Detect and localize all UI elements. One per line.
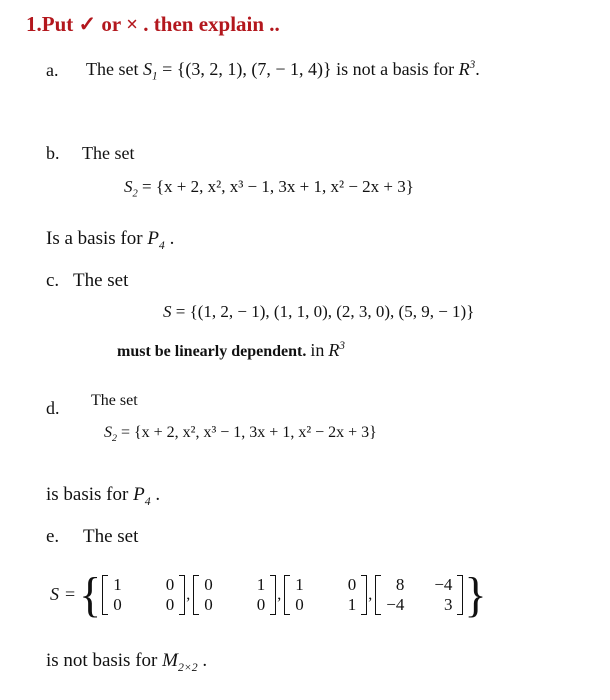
set-s1 <box>142 59 158 83</box>
set-s-vectors: = {(1, 2, − 1), (1, 1, 0), (2, 3, 0), (5, 9, − 1)} <box>175 302 475 321</box>
matrix-cell: 3 <box>443 594 453 614</box>
set-s-e: S <box>50 584 59 604</box>
space-r3 <box>459 59 476 79</box>
part-b-conclusion <box>46 228 174 250</box>
set-s2-d-sub: 2 <box>112 433 117 445</box>
space-p4-sub: 4 <box>158 238 165 252</box>
equals-sign: = <box>65 584 76 604</box>
space-r3-c <box>328 340 345 360</box>
set-s2-d <box>104 424 117 445</box>
space-p4-d-name: P <box>133 484 145 505</box>
part-c-conclusion <box>117 340 345 361</box>
space-m22 <box>162 650 198 674</box>
matrix-cell: 0 <box>347 574 357 594</box>
part-c-conclusion-text: must be linearly dependent. <box>117 343 307 360</box>
space-r3-sup: 3 <box>469 59 476 71</box>
matrix-cell: 0 <box>256 594 266 614</box>
space-r3-c-name: R <box>328 340 340 360</box>
space-p4-name: P <box>147 228 159 249</box>
part-b-label: b. <box>46 143 60 163</box>
matrix-cell: 0 <box>295 594 304 614</box>
close-brace: } <box>464 567 487 622</box>
heading-suffix: . then explain .. <box>143 12 280 36</box>
space-m22-name: M <box>162 650 178 671</box>
set-s2-name: S <box>124 177 133 196</box>
open-brace: { <box>79 567 102 622</box>
matrix-4 <box>375 575 463 615</box>
part-d-label: d. <box>46 398 60 418</box>
space-r3-name: R <box>458 59 470 79</box>
matrix-cell: 1 <box>295 574 304 594</box>
set-s2-elements: = {x + 2, x², x³ − 1, 3x + 1, x² − 2x + 3} <box>142 177 414 196</box>
matrix-cell: 0 <box>165 594 175 614</box>
matrix-3 <box>284 575 367 615</box>
part-b-text: The set <box>82 143 135 163</box>
matrix-comma: , <box>186 585 191 603</box>
cross-mark-icon: × <box>126 12 139 36</box>
set-s1-sub: 1 <box>151 70 158 83</box>
matrix-cell: 0 <box>204 594 213 614</box>
space-p4-d-sub: 4 <box>144 494 151 508</box>
matrix-cell: 1 <box>256 574 266 594</box>
set-s2-d-elements: = {x + 2, x², x³ − 1, 3x + 1, x² − 2x + 3} <box>120 424 377 441</box>
matrix-cell: 1 <box>347 594 357 614</box>
heading-prefix: 1.Put <box>26 12 74 36</box>
part-d-conclusion <box>46 484 160 506</box>
matrix-comma: , <box>277 585 282 603</box>
part-a-end: . <box>475 59 480 79</box>
part-c-text: The set <box>73 270 129 291</box>
part-a-text: The set <box>86 59 139 79</box>
part-b-end: . <box>169 228 175 249</box>
part-d-conclusion-text: is basis for <box>46 484 129 505</box>
part-c-label: c. <box>46 270 60 291</box>
matrix-comma: , <box>368 585 373 603</box>
heading-or: or <box>101 12 121 36</box>
set-s1-name: S <box>142 59 152 79</box>
part-e-conclusion <box>46 650 207 672</box>
part-e-text: The set <box>83 526 139 547</box>
part-d-text: The set <box>91 392 138 409</box>
matrix-2 <box>193 575 276 615</box>
part-e-label: e. <box>46 526 60 547</box>
matrix-cell: 0 <box>165 574 175 594</box>
matrix-1 <box>102 575 185 615</box>
part-d-end: . <box>155 484 161 505</box>
matrix-cell: 1 <box>113 574 122 594</box>
check-mark-icon: ✓ <box>78 12 97 36</box>
space-m22-sub: 2×2 <box>177 660 198 674</box>
part-e-conclusion-text: is not basis for <box>46 650 158 671</box>
part-c-in: in <box>310 340 325 360</box>
matrix-cell: 0 <box>204 574 213 594</box>
part-b-conclusion-text: Is a basis for <box>46 228 143 249</box>
part-a-statement <box>86 59 480 83</box>
set-s2-sub: 2 <box>132 188 138 200</box>
matrix-cell: −4 <box>386 594 405 614</box>
question-heading <box>26 12 280 37</box>
set-s2 <box>124 177 138 200</box>
part-b-equation <box>124 177 414 200</box>
part-e-end: . <box>202 650 208 671</box>
part-a-label: a. <box>46 60 59 80</box>
matrix-cell: 8 <box>395 574 405 594</box>
part-a-set: = {(3, 2, 1), (7, − 1, 4)} is not a basis for <box>162 59 455 79</box>
space-p4 <box>147 228 165 252</box>
set-s: S <box>163 302 172 321</box>
set-s2-d-name: S <box>104 424 112 441</box>
part-e-matrix-set <box>50 568 487 621</box>
part-d-equation <box>104 424 377 445</box>
part-c-equation <box>163 302 474 322</box>
matrix-cell: −4 <box>434 574 453 594</box>
matrix-cell: 0 <box>113 594 122 614</box>
space-p4-d <box>133 484 151 508</box>
space-r3-c-sup: 3 <box>339 340 345 352</box>
